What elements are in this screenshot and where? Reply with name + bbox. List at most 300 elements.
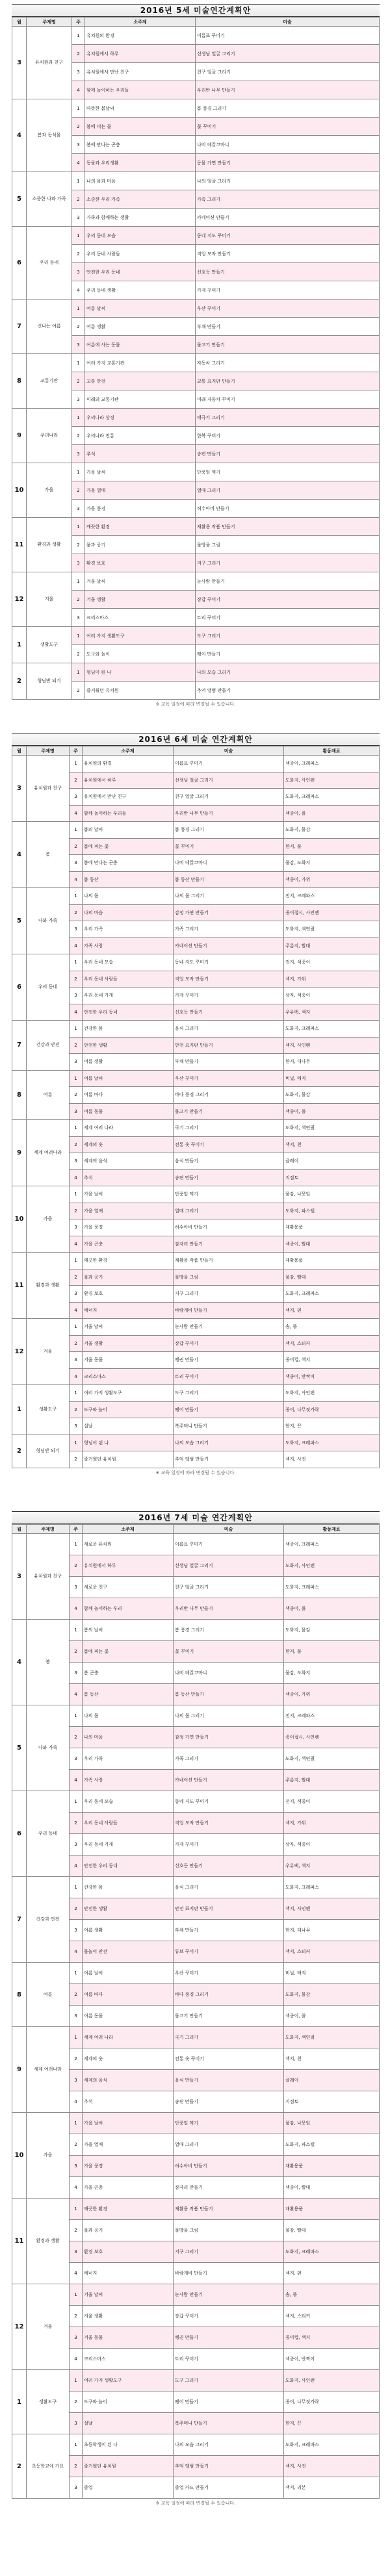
cell-subtopic: 도구와 놀이 bbox=[83, 1401, 174, 1418]
cell-theme: 우리 동네 bbox=[27, 954, 70, 1021]
cell-theme: 형님반 되기 bbox=[27, 663, 72, 700]
cell-materials: 도화지, 파스텔 bbox=[284, 1203, 380, 1219]
cell-art: 우리반 나무 만들기 bbox=[174, 805, 284, 822]
cell-materials: 전지, 크레파스 bbox=[284, 888, 380, 905]
cell-art: 눈사람 만들기 bbox=[196, 572, 380, 591]
cell-materials: 색지, 핀 bbox=[284, 2263, 380, 2284]
plan-section-6세 bbox=[12, 733, 380, 1476]
cell-week: 3 bbox=[72, 609, 85, 627]
cell-art: 재활용 작품 만들기 bbox=[196, 518, 380, 536]
cell-week: 3 bbox=[72, 209, 85, 227]
cell-art: 바람개비 만들기 bbox=[174, 2263, 284, 2284]
cell-week: 3 bbox=[70, 2006, 83, 2027]
cell-materials: 도화지, 사인펜 bbox=[284, 2370, 380, 2391]
cell-materials: 한지, 끈 bbox=[284, 1418, 380, 1435]
cell-week: 2 bbox=[70, 2306, 83, 2327]
cell-art: 장갑 꾸미기 bbox=[196, 591, 380, 609]
cell-week: 2 bbox=[72, 682, 85, 700]
cell-art: 친구 얼굴 그리기 bbox=[196, 63, 380, 81]
cell-week: 2 bbox=[70, 772, 83, 789]
cell-art: 단풍잎 찍기 bbox=[196, 463, 380, 481]
cell-subtopic: 함께 놀이하는 우리 bbox=[83, 1598, 174, 1620]
cell-subtopic: 물놀이 안전 bbox=[83, 1941, 174, 1963]
cell-week: 1 bbox=[70, 1021, 83, 1038]
cell-theme: 유치원과 친구 bbox=[27, 1534, 70, 1620]
cell-art: 음식 만들기 bbox=[174, 2070, 284, 2091]
table-row bbox=[12, 518, 380, 536]
cell-week: 4 bbox=[70, 1302, 83, 1319]
cell-art: 단풍잎 찍기 bbox=[174, 1186, 284, 1203]
cell-art: 펭귄 만들기 bbox=[174, 2327, 284, 2349]
cell-materials: 색지, 가위 bbox=[284, 971, 380, 988]
section-footnote: ※ 교육 일정에 따라 변경될 수 있습니다. bbox=[155, 2501, 236, 2506]
cell-art: 열매 그리기 bbox=[174, 1203, 284, 1219]
cell-week: 1 bbox=[70, 1120, 83, 1137]
table-row bbox=[12, 1385, 380, 1402]
table-row bbox=[12, 1021, 380, 1038]
cell-materials: 전지, 색종이 bbox=[284, 954, 380, 971]
cell-subtopic: 우리 가족 bbox=[83, 1748, 174, 1770]
header-art: 미술 bbox=[196, 18, 380, 27]
cell-week: 3 bbox=[72, 500, 85, 518]
cell-art: 눈사람 만들기 bbox=[174, 2284, 284, 2306]
cell-month: 3 bbox=[12, 1534, 27, 1620]
section-footnote: ※ 교육 일정에 따라 변경될 수 있습니다. bbox=[155, 702, 236, 707]
cell-month: 12 bbox=[12, 572, 27, 627]
cell-materials: 전지, 색종이 bbox=[284, 1791, 380, 1813]
cell-subtopic: 함께 놀이하는 우리들 bbox=[83, 805, 174, 822]
cell-subtopic: 여름 생활 bbox=[85, 318, 196, 336]
cell-subtopic: 함께 놀이하는 우리들 bbox=[85, 81, 196, 99]
cell-art: 나의 몸 그리기 bbox=[174, 888, 284, 905]
cell-week: 1 bbox=[72, 172, 85, 190]
cell-materials: 색종이, 크레파스 bbox=[284, 1534, 380, 1555]
cell-art: 직업 모자 만들기 bbox=[196, 245, 380, 263]
cell-materials: 지점토 bbox=[284, 2091, 380, 2113]
cell-week: 3 bbox=[70, 1219, 83, 1236]
cell-art: 단풍잎 찍기 bbox=[174, 2113, 284, 2134]
cell-art: 한복 꾸미기 bbox=[196, 427, 380, 445]
cell-subtopic: 에너지 bbox=[83, 1302, 174, 1319]
cell-week: 1 bbox=[72, 227, 85, 245]
cell-art: 선생님 얼굴 그리기 bbox=[174, 772, 284, 789]
cell-art: 나비 데칼코마니 bbox=[174, 855, 284, 872]
cell-art: 나의 몸 그리기 bbox=[174, 1705, 284, 1727]
cell-art: 송편 만들기 bbox=[174, 1169, 284, 1186]
section-title: 2016년 7세 미술 연간계획안 bbox=[12, 1511, 380, 1524]
cell-theme: 생활도구 bbox=[27, 2370, 70, 2434]
cell-subtopic: 유치원에서 만난 친구 bbox=[83, 789, 174, 806]
header-materials: 활동재료 bbox=[284, 1525, 380, 1534]
cell-materials: 색지, 사인펜 bbox=[284, 1037, 380, 1054]
cell-week: 3 bbox=[70, 1577, 83, 1598]
cell-materials: 도화지, 물감 bbox=[284, 822, 380, 839]
cell-art: 허수아비 만들기 bbox=[174, 2156, 284, 2177]
cell-materials: 재활용품 bbox=[284, 2156, 380, 2177]
cell-materials: 도화지, 크레파스 bbox=[284, 1021, 380, 1038]
cell-week: 2 bbox=[70, 1335, 83, 1352]
cell-week: 3 bbox=[72, 63, 85, 81]
cell-materials: 도화지, 사인펜 bbox=[284, 1555, 380, 1577]
cell-month: 1 bbox=[12, 1385, 27, 1435]
cell-art: 교통 표지판 만들기 bbox=[196, 372, 380, 390]
cell-subtopic: 환경 보호 bbox=[83, 2241, 174, 2263]
cell-art: 봄 동산 만들기 bbox=[174, 1684, 284, 1705]
cell-week: 2 bbox=[70, 971, 83, 988]
header-week: 주 bbox=[70, 1525, 83, 1534]
cell-art: 잠자리 만들기 bbox=[174, 2177, 284, 2199]
cell-subtopic: 교통 안전 bbox=[85, 372, 196, 390]
table-row bbox=[12, 1070, 380, 1087]
section-title: 2016년 5세 미술연간계획안 bbox=[12, 4, 380, 17]
section-title: 2016년 6세 미술 연간계획안 bbox=[12, 733, 380, 746]
cell-art: 감정 가면 만들기 bbox=[174, 1727, 284, 1748]
cell-art: 바다 풍경 그리기 bbox=[174, 1087, 284, 1104]
cell-art: 열매 그리기 bbox=[174, 2134, 284, 2156]
cell-subtopic: 여러 가지 생활도구 bbox=[85, 627, 196, 645]
cell-theme: 봄과 동식물 bbox=[27, 99, 72, 172]
cell-theme: 환경과 생활 bbox=[27, 2199, 70, 2284]
cell-week: 1 bbox=[70, 2027, 83, 2048]
cell-materials: 색지, 사진 bbox=[284, 1451, 380, 1468]
cell-week: 2 bbox=[72, 118, 85, 136]
table-row bbox=[12, 888, 380, 905]
cell-art: 전통 옷 꾸미기 bbox=[174, 1136, 284, 1153]
header-art: 미술 bbox=[174, 1525, 284, 1534]
cell-materials: 상자, 색종이 bbox=[284, 1834, 380, 1855]
cell-month: 10 bbox=[12, 2113, 27, 2199]
cell-week: 1 bbox=[70, 888, 83, 905]
cell-materials: 도화지, 색연필 bbox=[284, 1120, 380, 1137]
cell-subtopic: 가을 열매 bbox=[85, 481, 196, 500]
cell-month: 7 bbox=[12, 1021, 27, 1071]
cell-materials: 물감, 빨대 bbox=[284, 1269, 380, 1286]
cell-subtopic: 겨울 날씨 bbox=[83, 1319, 174, 1336]
cell-subtopic: 가족 사랑 bbox=[83, 1770, 174, 1791]
cell-art: 펭귄 만들기 bbox=[174, 1352, 284, 1369]
cell-subtopic: 나의 몸 bbox=[83, 888, 174, 905]
cell-materials: 종이컵, 색지 bbox=[284, 2327, 380, 2349]
cell-week: 2 bbox=[70, 2391, 83, 2413]
cell-art: 추억 앨범 만들기 bbox=[174, 2456, 284, 2477]
cell-art: 트리 꾸미기 bbox=[174, 2349, 284, 2370]
cell-subtopic: 우리 가족 bbox=[83, 921, 174, 938]
cell-week: 1 bbox=[70, 1534, 83, 1555]
cell-art: 이름표 꾸미기 bbox=[174, 1534, 284, 1555]
cell-materials: 종이, 나무젓가락 bbox=[284, 1401, 380, 1418]
cell-theme: 신나는 여름 bbox=[27, 300, 72, 354]
cell-art: 부채 만들기 bbox=[174, 1920, 284, 1941]
cell-art: 열매 그리기 bbox=[196, 481, 380, 500]
table-row bbox=[12, 1877, 380, 1898]
cell-art: 눈사람 만들기 bbox=[174, 1319, 284, 1336]
cell-week: 3 bbox=[70, 2477, 83, 2499]
cell-week: 2 bbox=[72, 427, 85, 445]
cell-week: 3 bbox=[72, 336, 85, 354]
cell-week: 4 bbox=[70, 1368, 83, 1385]
table-row bbox=[12, 99, 380, 118]
cell-subtopic: 추석 bbox=[83, 2091, 174, 2113]
table-row bbox=[12, 756, 380, 772]
cell-art: 자동차 그리기 bbox=[196, 354, 380, 372]
cell-art: 우리반 나무 만들기 bbox=[196, 81, 380, 99]
cell-theme: 여름 bbox=[27, 1963, 70, 2027]
cell-subtopic: 깨끗한 환경 bbox=[83, 2199, 174, 2220]
cell-week: 2 bbox=[70, 1813, 83, 1834]
cell-theme: 교통기관 bbox=[27, 354, 72, 409]
cell-theme: 나와 가족 bbox=[27, 888, 70, 954]
cell-subtopic: 겨울 동물 bbox=[83, 1352, 174, 1369]
cell-subtopic: 즐거웠던 유치원 bbox=[83, 2456, 174, 2477]
cell-week: 1 bbox=[72, 99, 85, 118]
cell-subtopic: 봄의 날씨 bbox=[83, 822, 174, 839]
table-row bbox=[12, 27, 380, 45]
cell-week: 1 bbox=[72, 463, 85, 481]
cell-week: 1 bbox=[70, 756, 83, 772]
cell-art: 바람개비 만들기 bbox=[174, 1302, 284, 1319]
cell-materials: 색지, 천 bbox=[284, 1136, 380, 1153]
cell-subtopic: 형님이 된 나 bbox=[83, 1435, 174, 1451]
cell-month: 6 bbox=[12, 1791, 27, 1877]
cell-month: 4 bbox=[12, 99, 27, 172]
cell-subtopic: 나의 마음 bbox=[83, 1727, 174, 1748]
cell-art: 장갑 꾸미기 bbox=[174, 2306, 284, 2327]
cell-week: 4 bbox=[70, 2349, 83, 2370]
cell-subtopic: 우리나라 전통 bbox=[85, 427, 196, 445]
cell-subtopic: 여름 생활 bbox=[83, 1920, 174, 1941]
cell-subtopic: 물과 공기 bbox=[83, 1269, 174, 1286]
cell-materials: 색지, 천 bbox=[284, 2048, 380, 2070]
cell-art: 물방울 그림 bbox=[174, 2220, 284, 2241]
cell-month: 3 bbox=[12, 756, 27, 822]
cell-materials: 색종이, 크레파스 bbox=[284, 756, 380, 772]
cell-materials: 클레이 bbox=[284, 1153, 380, 1170]
cell-week: 1 bbox=[70, 954, 83, 971]
section-footnote: ※ 교육 일정에 따라 변경될 수 있습니다. bbox=[155, 1470, 236, 1475]
cell-subtopic: 우리 동네 가게 bbox=[83, 988, 174, 1004]
cell-month: 2 bbox=[12, 663, 27, 700]
cell-week: 2 bbox=[70, 838, 83, 855]
cell-art: 송편 만들기 bbox=[196, 445, 380, 463]
cell-art: 우산 꾸미기 bbox=[196, 300, 380, 318]
table-row bbox=[12, 1319, 380, 1336]
cell-materials: 솜, 풀 bbox=[284, 1319, 380, 1336]
cell-subtopic: 우리 동네 가게 bbox=[83, 1834, 174, 1855]
cell-week: 4 bbox=[70, 1236, 83, 1253]
cell-week: 4 bbox=[70, 1770, 83, 1791]
cell-materials: 우유팩, 색지 bbox=[284, 1855, 380, 1877]
cell-art: 허수아비 만들기 bbox=[196, 500, 380, 518]
cell-materials: 주름지, 빨대 bbox=[284, 1770, 380, 1791]
cell-art: 잠자리 만들기 bbox=[174, 1236, 284, 1253]
header-theme: 주제명 bbox=[27, 18, 72, 27]
cell-subtopic: 깨끗한 환경 bbox=[85, 518, 196, 536]
cell-art: 카네이션 만들기 bbox=[196, 209, 380, 227]
cell-week: 1 bbox=[72, 409, 85, 427]
table-row bbox=[12, 2027, 380, 2048]
cell-materials: 색종이, 풀 bbox=[284, 1598, 380, 1620]
cell-materials: 도화지, 물감 bbox=[284, 1087, 380, 1104]
cell-materials: 색종이, 빨대 bbox=[284, 2177, 380, 2199]
cell-materials: 도화지, 파스텔 bbox=[284, 2134, 380, 2156]
cell-art: 선생님 얼굴 그리기 bbox=[196, 45, 380, 63]
cell-materials: 도화지, 물감 bbox=[284, 1620, 380, 1641]
cell-subtopic: 즐거웠던 유치원 bbox=[83, 1451, 174, 1468]
table-row bbox=[12, 2113, 380, 2134]
cell-materials: 주름지, 빨대 bbox=[284, 937, 380, 954]
cell-art: 꽃 꾸미기 bbox=[174, 838, 284, 855]
cell-materials: 한지, 대나무 bbox=[284, 1920, 380, 1941]
cell-materials: 재활용품 bbox=[284, 2199, 380, 2220]
cell-art: 가족 그리기 bbox=[174, 921, 284, 938]
cell-month: 5 bbox=[12, 888, 27, 954]
cell-month: 8 bbox=[12, 354, 27, 409]
cell-theme: 우리 동네 bbox=[27, 227, 72, 300]
cell-materials: 종이컵, 색지 bbox=[284, 1352, 380, 1369]
cell-materials: 색지, 스티커 bbox=[284, 2306, 380, 2327]
cell-week: 4 bbox=[70, 1855, 83, 1877]
cell-week: 2 bbox=[72, 190, 85, 209]
cell-materials: 상자, 색종이 bbox=[284, 988, 380, 1004]
cell-subtopic: 유치원에서 하루 bbox=[83, 772, 174, 789]
cell-art: 음식 그리기 bbox=[174, 1021, 284, 1038]
cell-subtopic: 가을 풍경 bbox=[83, 1219, 174, 1236]
cell-art: 신호등 만들기 bbox=[174, 1004, 284, 1021]
cell-subtopic: 도구와 놀이 bbox=[83, 2391, 174, 2413]
cell-week: 3 bbox=[70, 921, 83, 938]
cell-materials: 한지, 풀 bbox=[284, 1641, 380, 1663]
cell-week: 1 bbox=[70, 2113, 83, 2134]
cell-art: 가족 그리기 bbox=[174, 1748, 284, 1770]
cell-materials: 도화지, 크레파스 bbox=[284, 1877, 380, 1898]
cell-art: 이름표 꾸미기 bbox=[174, 756, 284, 772]
cell-month: 12 bbox=[12, 2284, 27, 2370]
cell-week: 3 bbox=[70, 1352, 83, 1369]
cell-art: 봄 풍경 그리기 bbox=[174, 822, 284, 839]
cell-week: 3 bbox=[70, 1286, 83, 1303]
cell-subtopic: 가족 사랑 bbox=[83, 937, 174, 954]
cell-materials: 도화지, 물감 bbox=[284, 1984, 380, 2006]
cell-art: 추억 앨범 만들기 bbox=[196, 682, 380, 700]
cell-month: 11 bbox=[12, 1253, 27, 1319]
cell-week: 3 bbox=[70, 2156, 83, 2177]
cell-art: 나의 모습 그리기 bbox=[174, 2434, 284, 2456]
cell-art: 친구 얼굴 그리기 bbox=[174, 1577, 284, 1598]
table-row bbox=[12, 1705, 380, 1727]
cell-art: 미래 자동차 꾸미기 bbox=[196, 390, 380, 409]
cell-subtopic: 안전한 생활 bbox=[83, 1037, 174, 1054]
cell-week: 3 bbox=[70, 2413, 83, 2434]
cell-week: 1 bbox=[70, 2284, 83, 2306]
cell-art: 팽이 만들기 bbox=[196, 645, 380, 663]
cell-subtopic: 여러 가지 생활도구 bbox=[83, 1385, 174, 1402]
cell-week: 1 bbox=[72, 518, 85, 536]
cell-week: 4 bbox=[70, 1941, 83, 1963]
cell-subtopic: 유치원의 환경 bbox=[85, 27, 196, 45]
cell-week: 2 bbox=[70, 2134, 83, 2156]
cell-subtopic: 여름 날씨 bbox=[83, 1070, 174, 1087]
cell-week: 4 bbox=[70, 805, 83, 822]
cell-materials: 색지, 사인펜 bbox=[284, 1898, 380, 1920]
cell-subtopic: 우리 동네 모습 bbox=[83, 1791, 174, 1813]
cell-art: 동네 지도 꾸미기 bbox=[174, 954, 284, 971]
cell-subtopic: 세계의 옷 bbox=[83, 1136, 174, 1153]
cell-subtopic: 우리나라 상징 bbox=[85, 409, 196, 427]
cell-week: 2 bbox=[70, 1087, 83, 1104]
plan-table bbox=[12, 1524, 380, 2499]
cell-week: 2 bbox=[70, 904, 83, 921]
table-row bbox=[12, 1620, 380, 1641]
header-subtopic: 소주제 bbox=[83, 746, 174, 756]
table-row bbox=[12, 663, 380, 682]
cell-art: 음식 만들기 bbox=[174, 1153, 284, 1170]
cell-subtopic: 깨끗한 환경 bbox=[83, 1253, 174, 1269]
cell-art: 선생님 얼굴 그리기 bbox=[174, 1555, 284, 1577]
cell-materials: 물감, 나뭇잎 bbox=[284, 1186, 380, 1203]
cell-week: 2 bbox=[70, 1898, 83, 1920]
cell-week: 3 bbox=[70, 1663, 83, 1684]
cell-subtopic: 나의 몸 bbox=[83, 1705, 174, 1727]
cell-subtopic: 환경 보호 bbox=[83, 1286, 174, 1303]
cell-month: 9 bbox=[12, 2027, 27, 2113]
cell-subtopic: 안전한 우리 동네 bbox=[83, 1855, 174, 1877]
cell-week: 4 bbox=[70, 871, 83, 888]
cell-subtopic: 초등학생이 된 나 bbox=[83, 2434, 174, 2456]
cell-subtopic: 봄에 만나는 곤충 bbox=[83, 855, 174, 872]
table-header-row bbox=[12, 1525, 380, 1534]
cell-week: 2 bbox=[70, 1555, 83, 1577]
cell-week: 1 bbox=[70, 1070, 83, 1087]
cell-week: 1 bbox=[72, 27, 85, 45]
cell-materials: 종이접시, 사인펜 bbox=[284, 1727, 380, 1748]
cell-week: 3 bbox=[72, 390, 85, 409]
cell-month: 5 bbox=[12, 172, 27, 227]
cell-subtopic: 우리 동네 모습 bbox=[85, 227, 196, 245]
cell-materials: 도화지, 색연필 bbox=[284, 1748, 380, 1770]
header-month: 월 bbox=[12, 1525, 27, 1534]
cell-week: 1 bbox=[70, 1435, 83, 1451]
cell-art: 부채 만들기 bbox=[196, 318, 380, 336]
cell-art: 재활용 작품 만들기 bbox=[174, 2199, 284, 2220]
cell-subtopic: 가을 열매 bbox=[83, 2134, 174, 2156]
cell-theme: 겨울 bbox=[27, 1319, 70, 1385]
cell-week: 4 bbox=[72, 154, 85, 172]
cell-subtopic: 유치원에서 하루 bbox=[85, 45, 196, 63]
cell-month: 2 bbox=[12, 2434, 27, 2499]
cell-subtopic: 건강한 몸 bbox=[83, 1021, 174, 1038]
cell-week: 4 bbox=[70, 1598, 83, 1620]
cell-week: 1 bbox=[70, 1877, 83, 1898]
cell-subtopic: 우리 동네 사람들 bbox=[85, 245, 196, 263]
table-row bbox=[12, 2284, 380, 2306]
cell-materials: 물감, 나뭇잎 bbox=[284, 2113, 380, 2134]
cell-art: 나의 얼굴 그리기 bbox=[196, 172, 380, 190]
cell-subtopic: 나의 마음 bbox=[83, 904, 174, 921]
cell-art: 국기 그리기 bbox=[174, 2027, 284, 2048]
cell-materials: 물감, 도화지 bbox=[284, 855, 380, 872]
cell-theme: 겨울 bbox=[27, 2284, 70, 2370]
header-week: 주 bbox=[72, 18, 85, 27]
cell-week: 3 bbox=[70, 789, 83, 806]
cell-art: 물고기 만들기 bbox=[196, 336, 380, 354]
cell-art: 트리 꾸미기 bbox=[196, 609, 380, 627]
cell-month: 11 bbox=[12, 2199, 27, 2284]
cell-week: 1 bbox=[72, 663, 85, 682]
cell-art: 우리반 나무 만들기 bbox=[174, 1598, 284, 1620]
cell-theme: 우리나라 bbox=[27, 409, 72, 463]
cell-subtopic: 유치원의 환경 bbox=[83, 756, 174, 772]
cell-theme: 환경과 생활 bbox=[27, 1253, 70, 1319]
